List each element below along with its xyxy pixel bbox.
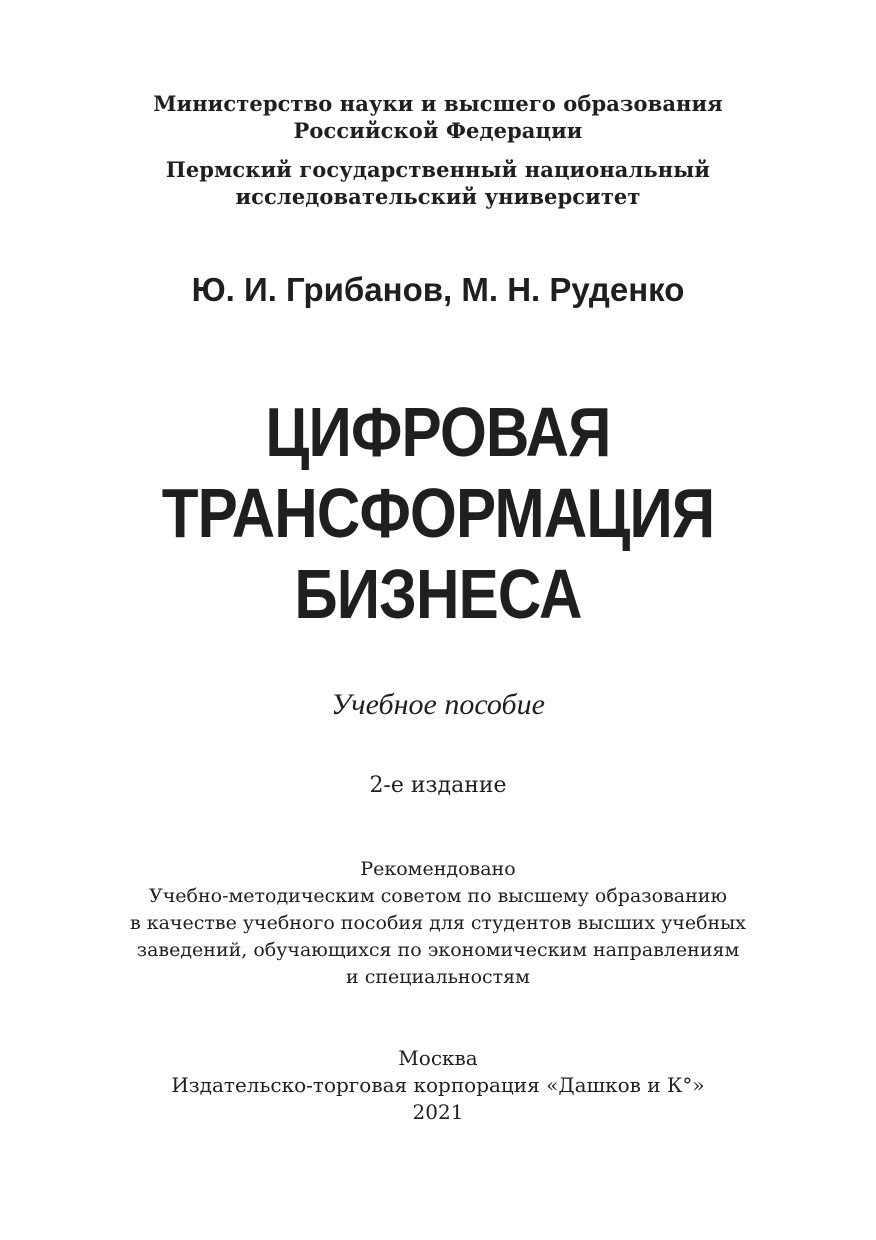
book-title-line-1: ЦИФРОВАЯ <box>265 393 611 471</box>
recommendation-line-2: Учебно-методическим советом по высшему образованию <box>149 885 727 907</box>
recommendation-line-3: в качестве учебного пособия для студентов высших учебных <box>129 912 747 934</box>
recommendation-line-5: и специальностям <box>346 966 530 988</box>
ministry-line-2: Российской Федерации <box>293 118 583 143</box>
ministry-line-1: Министерство науки и высшего образования <box>153 91 723 116</box>
imprint-year: 2021 <box>412 1100 464 1124</box>
book-title-line-2: ТРАНСФОРМАЦИЯ <box>161 474 715 552</box>
authors: Ю. И. Грибанов, М. Н. Руденко <box>191 271 685 308</box>
recommendation-line-4: заведений, обучающихся по экономическим направлениям <box>136 939 740 961</box>
subtitle: Учебное пособие <box>331 688 545 721</box>
edition: 2-е издание <box>369 773 507 798</box>
university-line-2: исследовательский университет <box>235 184 641 209</box>
imprint-publisher: Издательско-торговая корпорация «Дашков и К°» <box>171 1073 705 1097</box>
recommendation-line-1: Рекомендовано <box>360 858 516 880</box>
university-line-1: Пермский государственный национальный <box>165 157 711 182</box>
book-title-line-3: БИЗНЕСА <box>294 555 582 633</box>
imprint-city: Москва <box>398 1046 478 1070</box>
